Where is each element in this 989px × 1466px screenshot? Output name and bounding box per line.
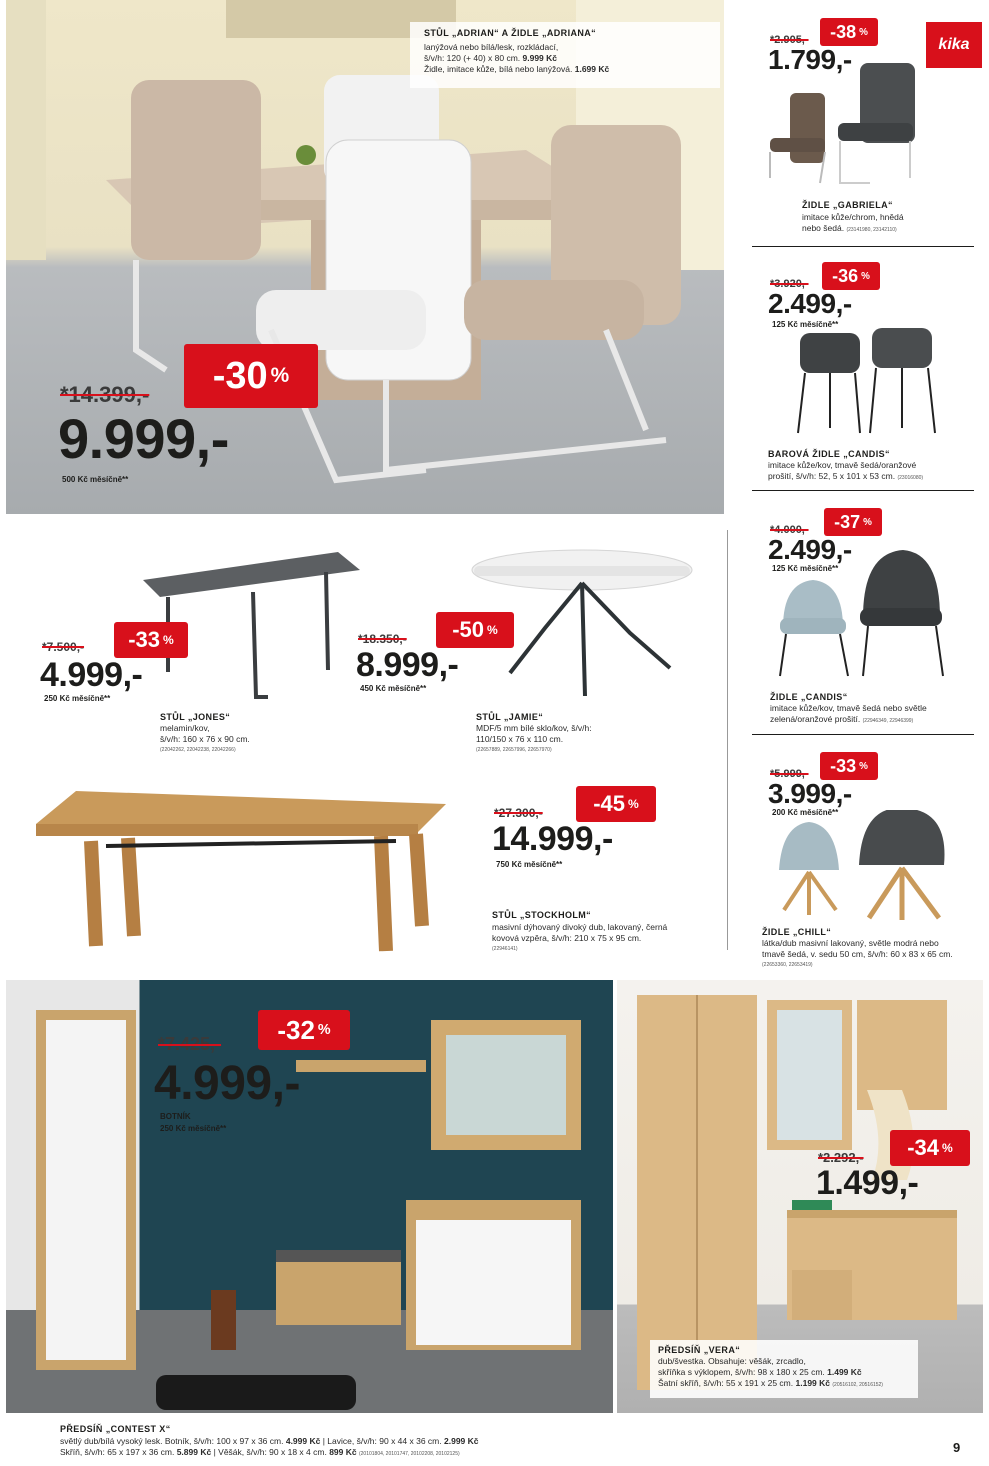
bar-candis-desc-line2: prošití, š/v/h: 52, 5 x 101 x 53 cm. (23016080) [768, 471, 924, 481]
stockholm-old-price: *27.300,- [494, 806, 543, 820]
hero-desc-line3: Židle, imitace kůže, bílá nebo lanýžová. 1.699 Kč [424, 64, 610, 74]
contest-desc [60, 1436, 760, 1460]
contest-lavice-price: 2.999 Kč [444, 1436, 479, 1446]
stockholm-desc-line2: kovová vzpěra, š/v/h: 210 x 75 x 95 cm. [492, 933, 642, 943]
gabriela-desc-line1: imitace kůže/chrom, hnědá [802, 212, 904, 222]
chill-desc [762, 938, 977, 971]
jones-desc-line1: melamin/kov, [160, 723, 210, 733]
stockholm-price: 14.999,- [492, 820, 613, 858]
chill-discount-badge: -33 % [820, 752, 878, 780]
vera-old-price: *2.292,- [818, 1150, 864, 1165]
contest-desc-line1: světlý dub/bílá vysoký lesk. Botník, š/v/h: 100 x 97 x 36 cm. 4.999 Kč | Lavice, š/v/h: 90 x 44 x 36 cm. 2.999 Kč [60, 1436, 479, 1446]
kika-logo: kika [926, 22, 982, 68]
jones-desc [160, 723, 320, 756]
stockholm-desc-line1: masivní dýhovaný divoký dub, lakovaný, černá [492, 922, 668, 932]
bar-candis-chairs-illustration [790, 328, 950, 438]
bar-candis-old-price: *3.920,- [770, 278, 809, 290]
contest-monthly: 250 Kč měsíčně** [160, 1124, 227, 1133]
jones-name: STŮL „JONES“ [160, 712, 231, 722]
vera-wardrobe-price: 1.199 Kč [795, 1378, 830, 1388]
gabriela-codes: (23141980, 23142110) [846, 227, 897, 233]
hero-desc-line2: š/v/h: 120 (+ 40) x 80 cm. 9.999 Kč [424, 53, 558, 63]
candis-desc-line2: zelená/oranžové prošití. (22946349, 22946399) [770, 714, 914, 724]
vera-desc-line2: skříňka s výklopem, š/v/h: 98 x 180 x 25 cm. 1.499 Kč [658, 1367, 862, 1377]
chill-old-price: *5.999,- [770, 768, 809, 780]
vera-desc [658, 1356, 920, 1391]
vera-desc-line1: dub/švestka. Obsahuje: věšák, zrcadlo, [658, 1356, 806, 1366]
vera-desc-line3: Šatní skříň, š/v/h: 55 x 191 x 25 cm. 1.199 Kč (20516102, 20516152) [658, 1378, 883, 1388]
candis-chairs-illustration [768, 548, 948, 678]
contest-vesak-price: 899 Kč [329, 1447, 357, 1457]
vera-discount-badge: -34 % [890, 1130, 970, 1166]
hero-chair-price: 1.699 Kč [574, 64, 610, 74]
divider [752, 734, 974, 735]
stockholm-name: STŮL „STOCKHOLM“ [492, 910, 592, 920]
bar-candis-desc [768, 460, 973, 484]
page-number: 9 [953, 1440, 961, 1455]
gabriela-desc-line2: nebo šedá. (23141980, 23142110) [802, 223, 897, 233]
hero-desc [424, 42, 724, 75]
jamie-discount-badge: -50 % [436, 612, 514, 648]
hero-desc-line1: lanýžová nebo bílá/lesk, rozkládací, [424, 42, 559, 52]
jones-price: 4.999,- [40, 656, 143, 694]
jones-desc-line2: š/v/h: 160 x 76 x 90 cm. [160, 734, 250, 744]
gabriela-chairs-illustration [760, 58, 920, 188]
bar-candis-name: BAROVÁ ŽIDLE „CANDIS“ [768, 449, 890, 459]
divider [752, 490, 974, 491]
gabriela-desc [802, 212, 982, 236]
gabriela-name: ŽIDLE „GABRIELA“ [802, 200, 893, 210]
chill-name: ŽIDLE „CHILL“ [762, 927, 832, 937]
contest-skrin-price: 5.899 Kč [176, 1447, 212, 1457]
bar-candis-price: 2.499,- [768, 288, 852, 319]
jamie-desc-line1: MDF/5 mm bílé sklo/kov, š/v/h: [476, 723, 592, 733]
stockholm-codes: (22946141) [492, 946, 518, 952]
bar-candis-desc-line1: imitace kůže/kov, tmavě šedá/oranžové [768, 460, 917, 470]
jamie-desc [476, 723, 676, 756]
contest-name: PŘEDSÍŇ „CONTEST X“ [60, 1424, 171, 1434]
bar-candis-discount-badge: -36 % [822, 262, 880, 290]
divider [727, 530, 728, 950]
hero-monthly: 500 Kč měsíčně** [62, 475, 129, 484]
chill-desc-line2: tmavě šedá, v. sedu 50 cm, š/v/h: 60 x 83 x 65 cm. [762, 949, 953, 959]
hero-title: STŮL „ADRIAN“ A ŽIDLE „ADRIANA“ [424, 28, 597, 38]
candis-price: 2.499,- [768, 534, 852, 565]
vera-set-price: 1.499 Kč [827, 1367, 862, 1377]
jamie-codes: (22657889, 22657996, 22657970) [476, 747, 552, 753]
contest-desc-line2: Skříň, š/v/h: 65 x 197 x 36 cm. 5.899 Kč | Věšák, š/v/h: 90 x 18 x 4 cm. 899 Kč (20101804, 20101747, 20102208, 20102125) [60, 1447, 460, 1457]
jones-codes: (22042262, 22042238, 22042266) [160, 747, 236, 753]
jamie-name: STŮL „JAMIE“ [476, 712, 544, 722]
jones-monthly: 250 Kč měsíčně** [44, 694, 111, 703]
contest-old-price: *7.425,- [158, 1034, 222, 1054]
vera-name: PŘEDSÍŇ „VERA“ [658, 1345, 741, 1355]
bar-candis-codes: (23016080) [897, 475, 924, 481]
candis-discount-badge: -37 % [824, 508, 882, 536]
contest-discount-badge: -32 % [258, 1010, 350, 1050]
jamie-monthly: 450 Kč měsíčně** [360, 684, 427, 693]
gabriela-price: 1.799,- [768, 44, 852, 75]
contest-price: 4.999,- [154, 1057, 300, 1110]
contest-codes: (20101804, 20101747, 20102208, 20102125) [358, 1451, 460, 1457]
candis-name: ŽIDLE „CANDIS“ [770, 692, 848, 702]
chill-desc-line1: látka/dub masivní lakovaný, světle modrá nebo [762, 938, 939, 948]
jamie-old-price: *18.350,- [358, 632, 407, 646]
vera-price: 1.499,- [816, 1164, 919, 1202]
hero-discount-badge: -30 % [184, 344, 318, 408]
stockholm-table-illustration [36, 786, 456, 956]
gabriela-discount-badge: -38 % [820, 18, 878, 46]
candis-monthly: 125 Kč měsíčně** [772, 564, 839, 573]
stockholm-desc [492, 922, 712, 955]
chill-monthly: 200 Kč měsíčně** [772, 808, 839, 817]
stockholm-discount-badge: -45 % [576, 786, 656, 822]
gabriela-old-price: *2.905,- [770, 34, 809, 46]
jamie-desc-line2: 110/150 x 76 x 110 cm. [476, 734, 564, 744]
contest-label: BOTNÍK [160, 1112, 191, 1121]
candis-codes: (22946349, 22946399) [862, 718, 914, 724]
candis-old-price: *4.000,- [770, 524, 809, 536]
chill-chairs-illustration [774, 810, 954, 920]
candis-desc [770, 703, 975, 727]
jones-old-price: *7.500,- [42, 640, 85, 654]
hero-price: 9.999,- [58, 407, 229, 470]
candis-desc-line1: imitace kůže/kov, tmavě šedá nebo světle [770, 703, 927, 713]
jamie-price: 8.999,- [356, 646, 459, 684]
jones-discount-badge: -33 % [114, 622, 188, 658]
chill-codes: (22653360, 22653419) [762, 962, 813, 968]
contest-botnik-price: 4.999 Kč [285, 1436, 321, 1446]
hero-old-price: *14.399,- [60, 382, 150, 407]
stockholm-monthly: 750 Kč měsíčně** [496, 860, 563, 869]
divider [752, 246, 974, 247]
vera-codes: (20516102, 20516152) [832, 1382, 883, 1388]
hero-table-price: 9.999 Kč [522, 53, 558, 63]
bar-candis-monthly: 125 Kč měsíčně** [772, 320, 839, 329]
chill-price: 3.999,- [768, 778, 852, 809]
